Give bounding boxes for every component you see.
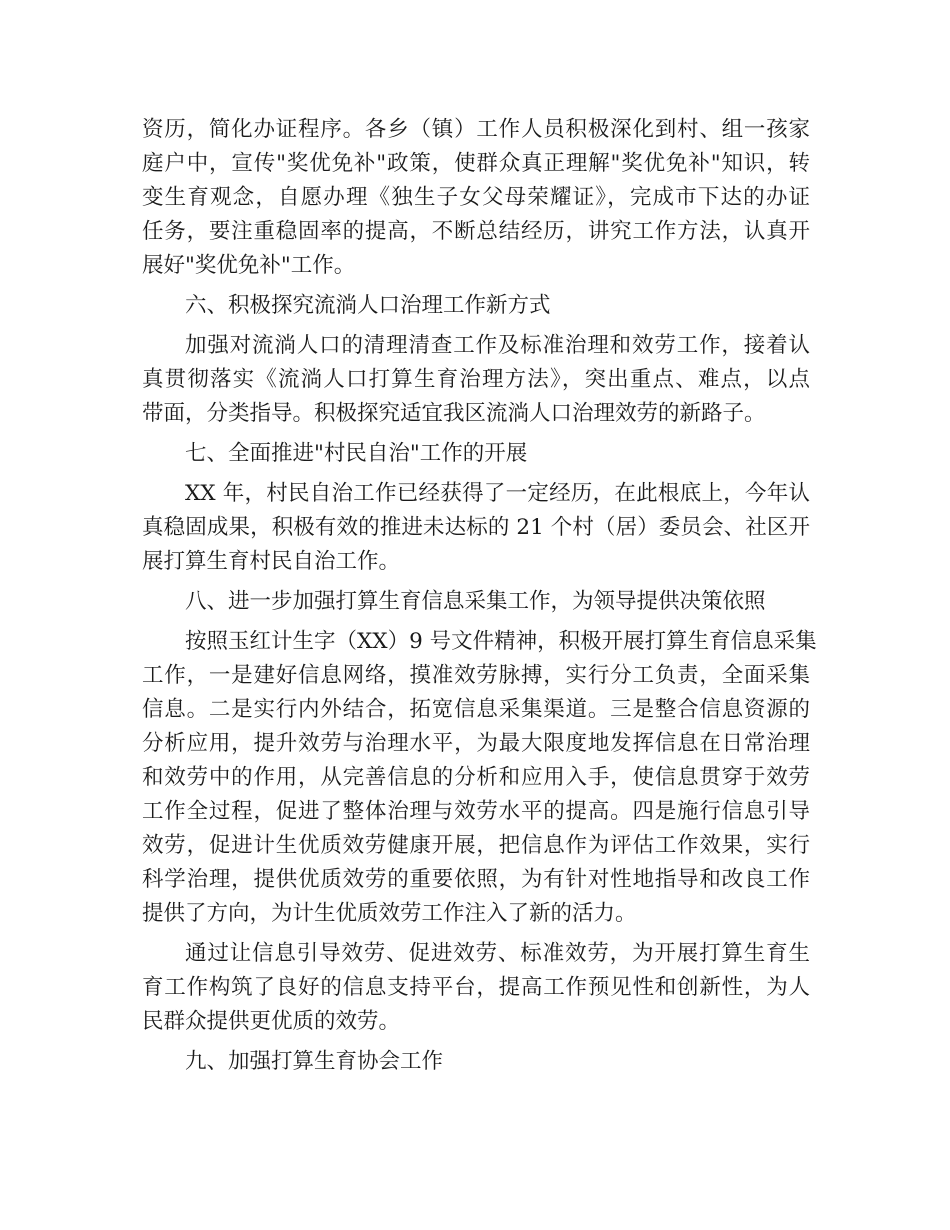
text-line: 工作全过程，促进了整体治理与效劳水平的提高。四是施行信息引导 — [142, 799, 810, 824]
section-heading-text: 八、进一步加强打算生育信息采集工作，为领导提供决策依照 — [185, 589, 766, 614]
document-page — [142, 113, 817, 1079]
paragraph-floating-population — [142, 329, 810, 431]
section-heading-text: 六、积极探究流淌人口治理工作新方式 — [185, 293, 551, 318]
text-line: 育工作构筑了良好的信息支持平台，提高工作预见性和创新性，为人 — [142, 975, 810, 1000]
text-line: 资历，简化办证程序。各乡（镇）工作人员积极深化到村、组一孩家 — [142, 117, 810, 142]
text-line: 分析应用，提升效劳与治理水平，为最大限度地发挥信息在日常治理 — [142, 731, 810, 756]
paragraph-village-autonomy — [142, 477, 810, 579]
text-line: 按照玉红计生字（XX）9 号文件精神，积极开展打算生育信息采集 — [185, 629, 817, 654]
paragraph-info-guidance — [142, 937, 810, 1039]
section-heading-9 — [142, 1045, 810, 1079]
section-heading-text: 九、加强打算生育协会工作 — [185, 1049, 444, 1074]
text-line: 科学治理，提供优质效劳的重要依照，为有针对性地指导和改良工作 — [142, 867, 810, 892]
text-line: 效劳，促进计生优质效劳健康开展，把信息作为评估工作效果，实行 — [142, 833, 810, 858]
text-line: 信息。二是实行内外结合，拓宽信息采集渠道。三是整合信息资源的 — [142, 697, 810, 722]
text-line: 真贯彻落实《流淌人口打算生育治理方法》，突出重点、难点，以点 — [142, 367, 810, 392]
text-line: 加强对流淌人口的清理清查工作及标准治理和效劳工作，接着认 — [185, 333, 810, 358]
text-line: 通过让信息引导效劳、促进效劳、标准效劳，为开展打算生育生 — [185, 941, 810, 966]
text-line: 带面，分类指导。积极探究适宜我区流淌人口治理效劳的新路子。 — [142, 401, 766, 426]
text-line: 庭户中，宣传"奖优免补"政策，使群众真正理解"奖优免补"知识，转 — [142, 151, 810, 176]
paragraph-continuation — [142, 113, 810, 283]
section-heading-7 — [142, 437, 810, 471]
section-heading-6 — [142, 289, 810, 323]
text-line: 展好"奖优免补"工作。 — [142, 253, 356, 278]
text-line: 提供了方向，为计生优质效劳工作注入了新的活力。 — [142, 901, 637, 926]
text-line: 工作，一是建好信息网络，摸准效劳脉搏，实行分工负责，全面采集 — [142, 663, 810, 688]
text-line: XX 年，村民自治工作已经获得了一定经历，在此根底上，今年认 — [185, 481, 810, 506]
text-line: 和效劳中的作用，从完善信息的分析和应用入手，使信息贯穿于效劳 — [142, 765, 810, 790]
section-heading-8 — [142, 585, 810, 619]
section-heading-text: 七、全面推进"村民自治"工作的开展 — [185, 441, 528, 466]
text-line: 变生育观念，自愿办理《独生子女父母荣耀证》，完成市下达的办证 — [142, 185, 810, 210]
paragraph-info-collection — [142, 625, 817, 931]
text-line: 任务，要注重稳固率的提高，不断总结经历，讲究工作方法，认真开 — [142, 219, 810, 244]
text-line: 民群众提供更优质的效劳。 — [142, 1009, 401, 1034]
text-line: 真稳固成果，积极有效的推进未达标的 21 个村（居）委员会、社区开 — [142, 515, 810, 540]
text-line: 展打算生育村民自治工作。 — [142, 549, 401, 574]
